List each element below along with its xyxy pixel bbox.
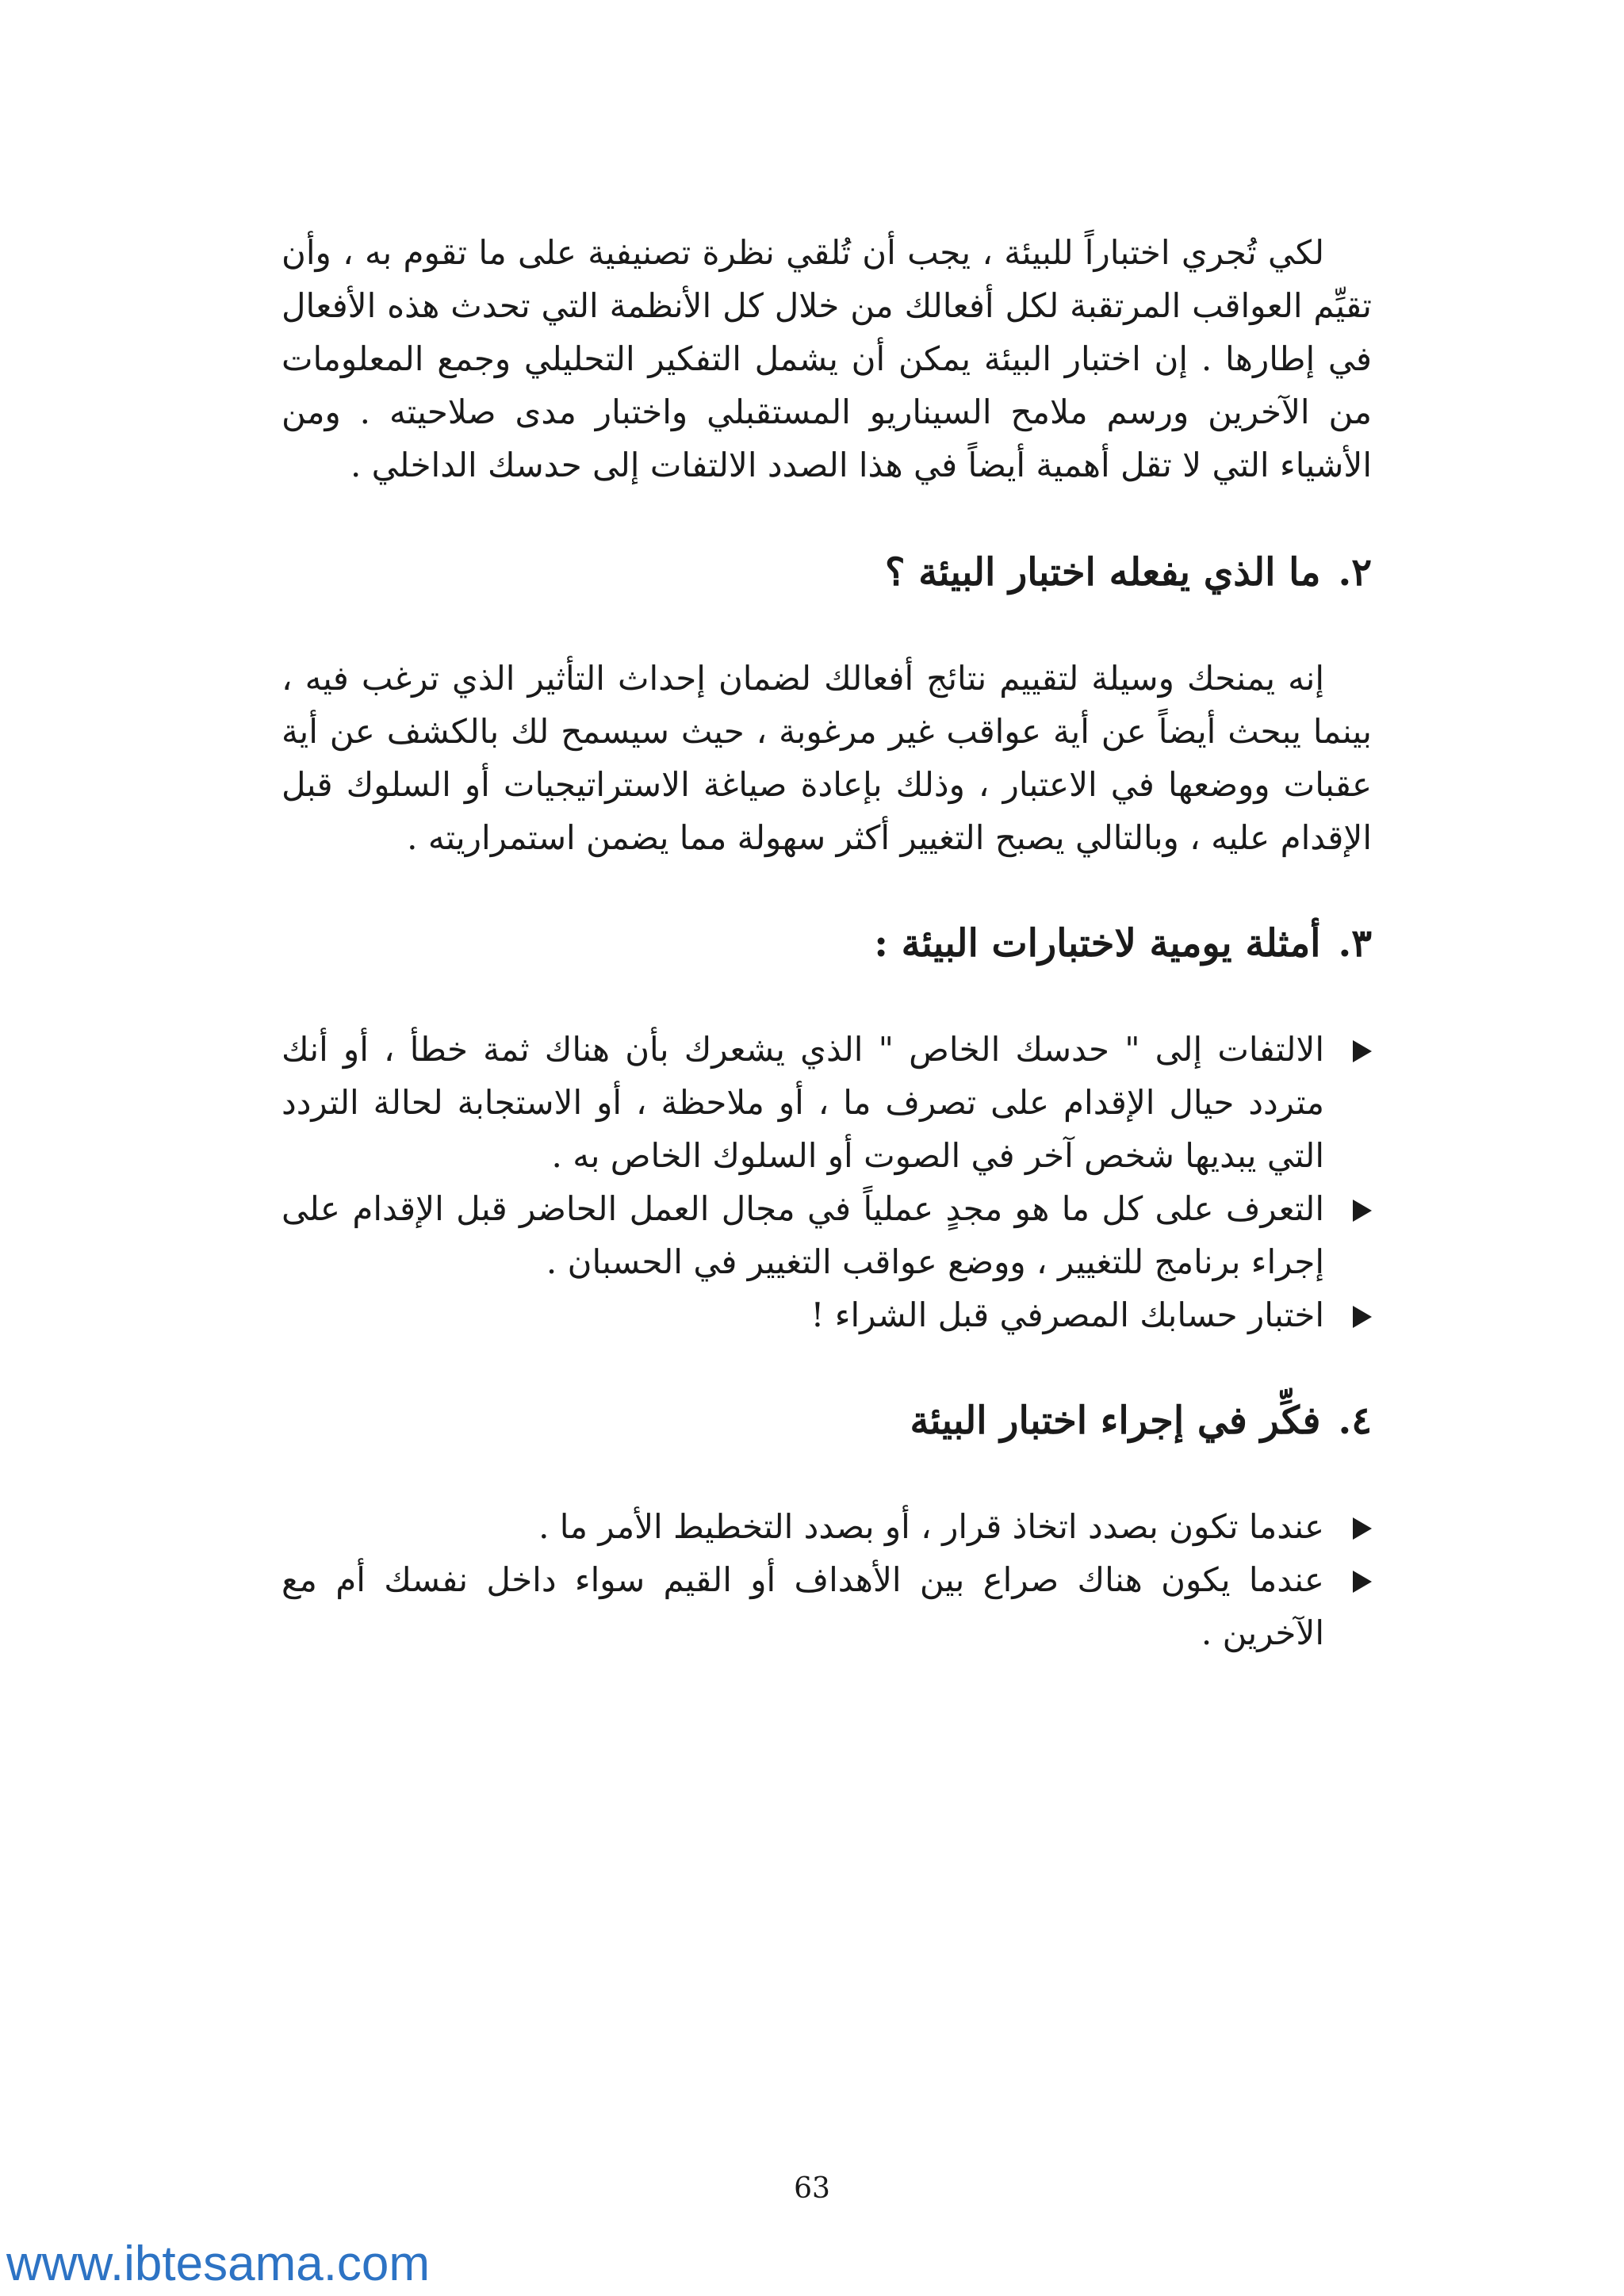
section-2-title: ما الذي يفعله اختبار البيئة ؟ — [885, 550, 1321, 595]
list-item-text: عندما يكون هناك صراع بين الأهداف أو القيم سواء داخل نفسك أم مع الآخرين . — [282, 1560, 1324, 1652]
list-item-text: الالتفات إلى " حدسك الخاص " الذي يشعرك بأن هناك ثمة خطأ ، أو أنك متردد حيال الإقدام على تصرف ما ، أو ملاحظة ، أو الاستجابة لحالة التردد التي يبديها شخص آخر في الصوت أو السلوك الخاص به . — [282, 1030, 1324, 1175]
list-item-text: اختبار حسابك المصرفي قبل الشراء ! — [810, 1295, 1324, 1334]
triangle-bullet-icon — [1353, 1571, 1372, 1593]
page-content — [282, 226, 1372, 1659]
section-4-title: فكِّر في إجراء اختبار البيئة — [910, 1399, 1321, 1443]
list-item — [282, 1553, 1372, 1659]
triangle-bullet-icon — [1353, 1517, 1372, 1540]
section-4-number: ٤. — [1338, 1399, 1372, 1443]
triangle-bullet-icon — [1353, 1040, 1372, 1062]
section-3-heading — [282, 920, 1372, 967]
section-4-heading — [282, 1397, 1372, 1445]
watermark-link[interactable]: www.ibtesama.com — [6, 2237, 431, 2291]
list-item-text: التعرف على كل ما هو مجدٍ عملياً في مجال العمل الحاضر قبل الإقدام على إجراء برنامج للتغيير ، ووضع عواقب التغيير في الحسبان . — [282, 1189, 1324, 1281]
list-item-text: عندما تكون بصدد اتخاذ قرار ، أو بصدد التخطيط الأمر ما . — [538, 1507, 1324, 1546]
list-item — [282, 1023, 1372, 1182]
page-number: 63 — [794, 2172, 830, 2205]
list-item — [282, 1500, 1372, 1553]
list-item — [282, 1288, 1372, 1341]
section-3-number: ٣. — [1338, 921, 1372, 966]
triangle-bullet-icon — [1353, 1200, 1372, 1222]
triangle-bullet-icon — [1353, 1306, 1372, 1328]
section-4-list — [282, 1500, 1372, 1659]
section-2-number: ٢. — [1338, 550, 1372, 595]
section-3-list — [282, 1023, 1372, 1341]
section-3-title: أمثلة يومية لاختبارات البيئة : — [874, 921, 1321, 966]
section-2-heading — [282, 549, 1372, 596]
intro-paragraph: لكي تُجري اختباراً للبيئة ، يجب أن تُلقي نظرة تصنيفية على ما تقوم به ، وأن تقيِّم العواقب المرتقبة لكل أفعالك من خلال كل الأنظمة التي تحدث هذه الأفعال في إطارها . إن اختبار البيئة يمكن أن يشمل التفكير التحليلي وجمع المعلومات من الآخرين ورسم ملامح السيناريو المستقبلي واختبار مدى صلاحيته . ومن الأشياء التي لا تقل أهمية أيضاً في هذا الصدد الالتفات إلى حدسك الداخلي . — [282, 233, 1372, 484]
section-2-paragraph: إنه يمنحك وسيلة لتقييم نتائج أفعالك لضمان إحداث التأثير الذي ترغب فيه ، بينما يبحث أيضاً عن أية عواقب غير مرغوبة ، حيث سيسمح لك بالكشف عن أية عقبات ووضعها في الاعتبار ، وذلك بإعادة صياغة الاستراتيجيات أو السلوك قبل الإقدام عليه ، وبالتالي يصبح التغيير أكثر سهولة مما يضمن استمراريته . — [282, 659, 1372, 857]
list-item — [282, 1182, 1372, 1288]
